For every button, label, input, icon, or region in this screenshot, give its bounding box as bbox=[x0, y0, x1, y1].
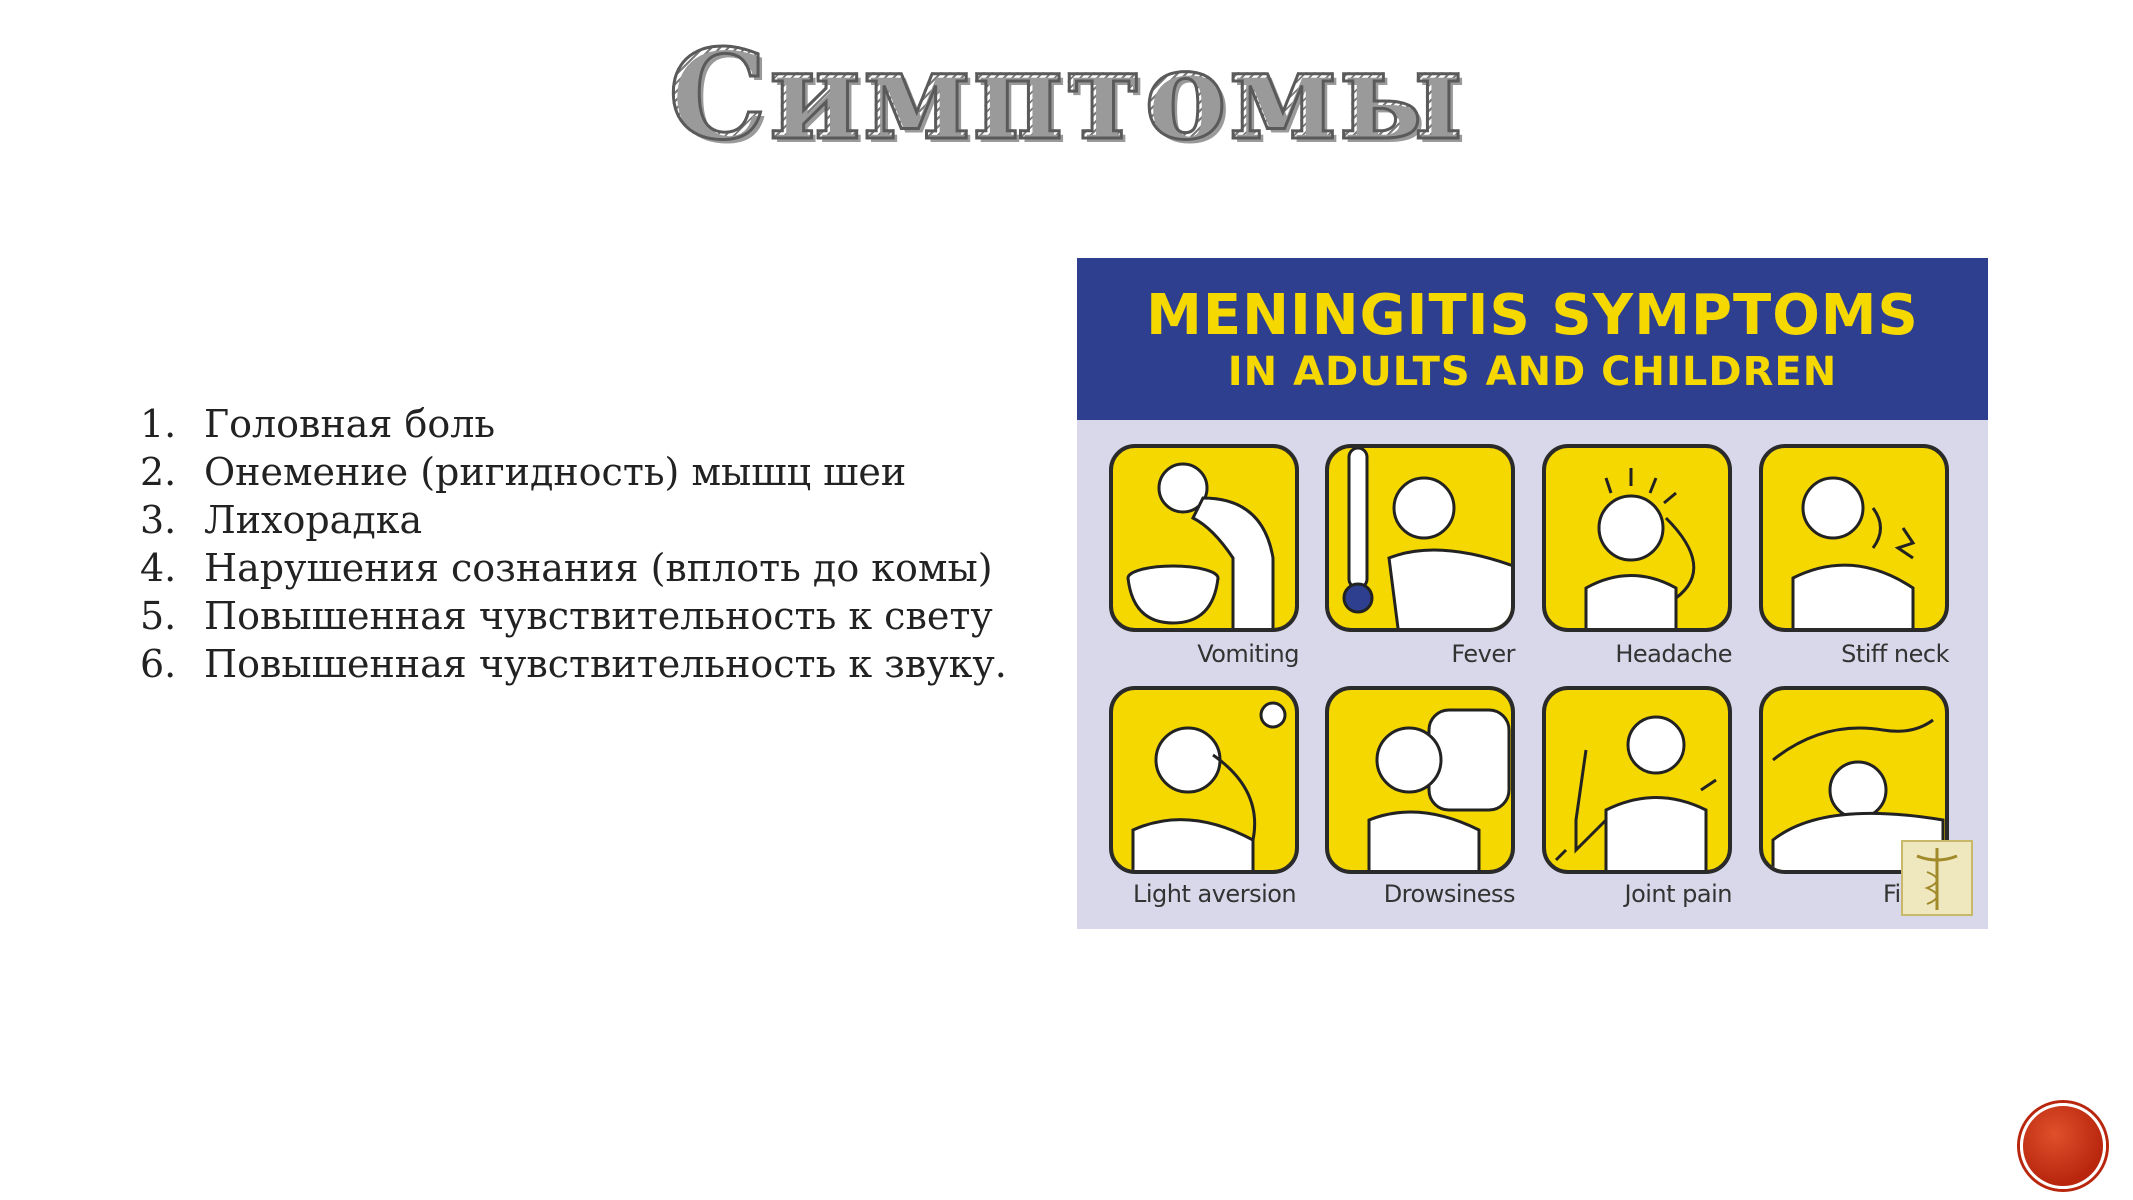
joint-pain-figure-icon bbox=[1546, 690, 1732, 874]
stiff-neck-figure-icon bbox=[1763, 448, 1949, 632]
tile-label: Fever bbox=[1451, 640, 1515, 668]
illustration-header bbox=[1077, 258, 1988, 420]
tile-label: Drowsiness bbox=[1383, 880, 1515, 908]
list-number: 1. bbox=[140, 402, 177, 446]
joint-pain-tile bbox=[1542, 686, 1732, 874]
symptoms-illustration bbox=[1077, 258, 1988, 929]
list-text: Повышенная чувствительность к свету bbox=[204, 594, 993, 638]
light-aversion-figure-icon bbox=[1113, 690, 1299, 874]
headache-figure-icon bbox=[1546, 448, 1732, 632]
illustration-title: MENINGITIS SYMPTOMS bbox=[1146, 283, 1919, 348]
list-text: Нарушения сознания (вплоть до комы) bbox=[204, 546, 993, 590]
tile-label: Stiff neck bbox=[1841, 640, 1949, 668]
tile-label: Fi bbox=[1883, 880, 1901, 908]
vomiting-figure-icon bbox=[1113, 448, 1299, 632]
illustration-subtitle: IN ADULTS AND CHILDREN bbox=[1227, 349, 1838, 395]
thermometer-icon bbox=[1329, 448, 1515, 632]
list-number: 4. bbox=[140, 546, 177, 590]
list-number: 5. bbox=[140, 594, 177, 638]
list-item bbox=[140, 496, 1040, 544]
list-number: 6. bbox=[140, 642, 177, 686]
drowsiness-tile bbox=[1325, 686, 1515, 874]
list-item bbox=[140, 544, 1040, 592]
list-item bbox=[140, 640, 1040, 688]
list-number: 2. bbox=[140, 450, 177, 494]
symptom-list bbox=[140, 400, 1040, 688]
list-item bbox=[140, 400, 1040, 448]
list-text: Онемение (ригидность) мышц шеи bbox=[204, 450, 907, 494]
list-item bbox=[140, 448, 1040, 496]
list-text: Головная боль bbox=[204, 402, 496, 446]
list-item bbox=[140, 592, 1040, 640]
vomiting-tile bbox=[1109, 444, 1299, 632]
list-number: 3. bbox=[140, 498, 177, 542]
tile-label: Headache bbox=[1615, 640, 1732, 668]
list-text: Повышенная чувствительность к звуку. bbox=[204, 642, 1007, 686]
fever-tile bbox=[1325, 444, 1515, 632]
light-aversion-tile bbox=[1109, 686, 1299, 874]
page-title: Симптомы bbox=[0, 28, 2133, 164]
stiff-neck-tile bbox=[1759, 444, 1949, 632]
list-text: Лихорадка bbox=[204, 498, 423, 542]
drowsiness-figure-icon bbox=[1329, 690, 1515, 874]
headache-tile bbox=[1542, 444, 1732, 632]
tile-label: Vomiting bbox=[1197, 640, 1299, 668]
next-slide-button[interactable] bbox=[2020, 1103, 2106, 1189]
tile-label: Joint pain bbox=[1624, 880, 1732, 908]
tile-label: Light aversion bbox=[1133, 880, 1297, 908]
